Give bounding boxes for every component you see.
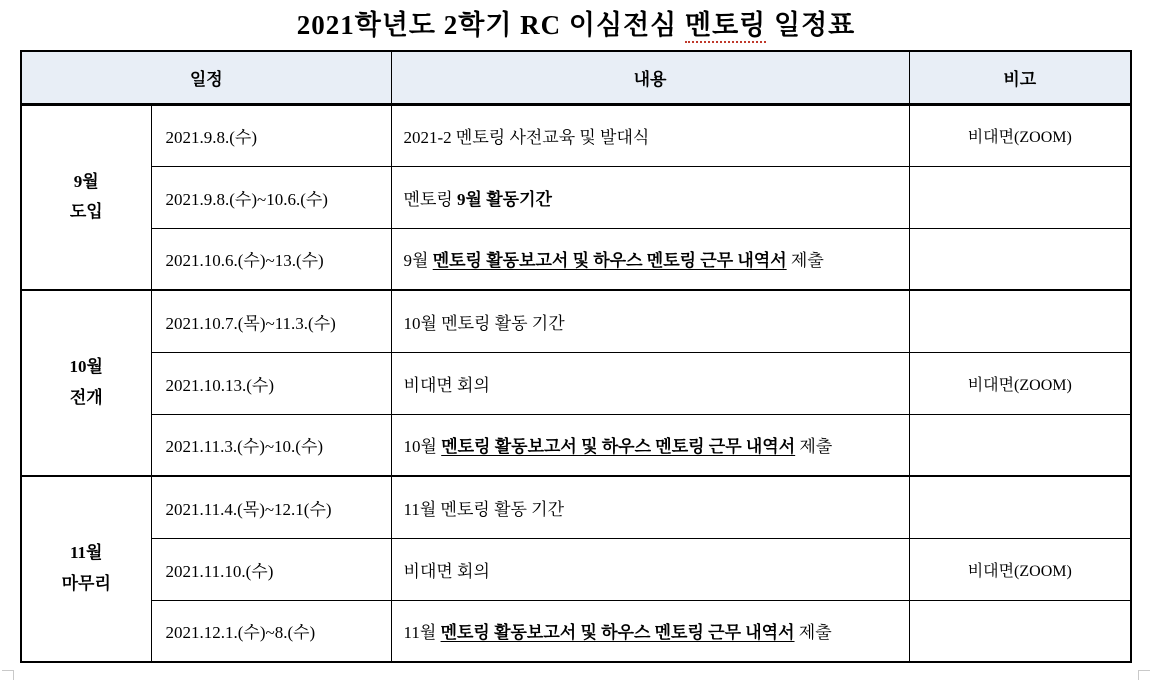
date-cell: 2021.10.6.(수)~13.(수) [151,228,391,290]
content-text: 제출 [795,437,833,457]
content-text: 9월 활동기간 [457,189,552,209]
content-text: 멘토링 활동보고서 및 하우스 멘토링 근무 내역서 [440,623,795,643]
table-row [21,228,1131,290]
content-text: 10월 [403,437,442,457]
content-text: 11월 멘토링 활동 기간 [403,499,565,519]
page-title-text: 일정표 [766,10,856,40]
content-cell [391,538,909,600]
group-label: 11월 마무리 [21,476,151,662]
content-text: 멘토링 활동보고서 및 하우스 멘토링 근무 내역서 [432,251,787,271]
page-title [0,3,1152,42]
page-title-text: 2021학년도 2학기 RC 이심전심 [296,10,685,40]
table-row [21,476,1131,538]
group-label: 10월 전개 [21,290,151,476]
header-content: 내용 [391,51,909,104]
table-row [21,166,1131,228]
content-cell [391,600,909,662]
table-row [21,600,1131,662]
date-cell: 2021.9.8.(수) [151,104,391,166]
header-schedule: 일정 [21,51,391,104]
date-cell: 2021.12.1.(수)~8.(수) [151,600,391,662]
table-row [21,414,1131,476]
content-text: 멘토링 활동보고서 및 하우스 멘토링 근무 내역서 [441,437,796,457]
schedule-table [20,50,1132,663]
table-row [21,104,1131,166]
date-cell: 2021.10.7.(목)~11.3.(수) [151,290,391,352]
content-text: 2021-2 멘토링 사전교육 및 발대식 [403,128,650,147]
date-cell: 2021.10.13.(수) [151,352,391,414]
content-cell [391,228,909,290]
content-text: 9월 [403,251,433,271]
group-label: 9월 도입 [21,104,151,290]
remark-cell: 비대면(ZOOM) [909,104,1131,166]
content-cell [391,476,909,538]
text-boundary-mark-right [1138,670,1150,680]
remark-cell: 비대면(ZOOM) [909,352,1131,414]
content-text: 11월 [403,623,441,643]
remark-cell [909,476,1131,538]
content-text: 멘토링 [403,189,458,209]
remark-cell [909,414,1131,476]
content-cell [391,166,909,228]
date-cell: 2021.11.3.(수)~10.(수) [151,414,391,476]
header-row [21,51,1131,104]
date-cell: 2021.11.4.(목)~12.1(수) [151,476,391,538]
remark-cell [909,166,1131,228]
content-cell [391,104,909,166]
header-remark: 비고 [909,51,1131,104]
date-cell: 2021.9.8.(수)~10.6.(수) [151,166,391,228]
table-row [21,290,1131,352]
content-text: 비대면 회의 [403,561,490,581]
remark-cell [909,600,1131,662]
text-boundary-mark-left [2,670,14,680]
remark-cell [909,228,1131,290]
table-row [21,538,1131,600]
content-text: 제출 [786,251,824,271]
remark-cell [909,290,1131,352]
spellcheck-underlined-word: 멘토링 [685,10,766,43]
content-cell [391,414,909,476]
content-text: 비대면 회의 [403,375,490,395]
remark-cell: 비대면(ZOOM) [909,538,1131,600]
content-cell [391,352,909,414]
content-text: 제출 [794,623,832,643]
content-text: 10월 멘토링 활동 기간 [403,313,565,333]
date-cell: 2021.11.10.(수) [151,538,391,600]
content-cell [391,290,909,352]
table-body [21,104,1131,662]
table-row [21,352,1131,414]
